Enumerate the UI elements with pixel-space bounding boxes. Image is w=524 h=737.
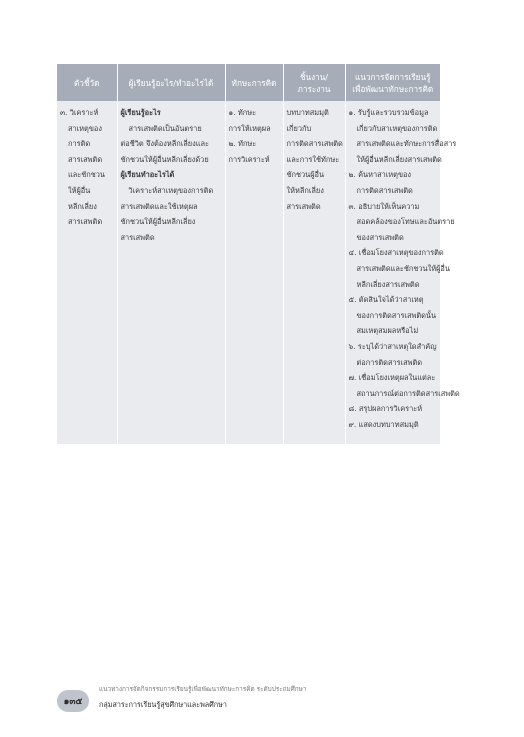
approach-line: ๖. ระบุได้ว่าสาเหตุใดสำคัญ — [348, 341, 437, 351]
table-header-row — [57, 64, 440, 101]
header-approach — [345, 64, 440, 101]
page-number-badge — [57, 690, 89, 712]
cell-indicator — [57, 101, 117, 444]
header-approach-line: เพื่อพัฒนาทักษะการคิด — [352, 83, 434, 94]
indicator-line: ๓. วิเคราะห์ — [60, 108, 99, 117]
approach-line: ให้ผู้อื่นหลีกเลี่ยงสารเสพติด — [356, 154, 442, 164]
approach-line: ๒. ค้นหาสาเหตุของ — [348, 170, 412, 180]
header-tasks-line: ภาระงาน — [297, 83, 331, 94]
task-line: ให้หลีกเลี่ยง — [286, 185, 324, 195]
doing-text: สารเสพติด — [120, 232, 155, 242]
approach-line: ๙. แสดงบทบาทสมมุติ — [348, 419, 419, 429]
doing-text: วิเคราะห์สาเหตุของการติด — [128, 185, 214, 195]
skill-line: การให้เหตุผล — [228, 123, 271, 133]
indicator-line: สารเสพติด — [68, 154, 103, 164]
approach-line: เกี่ยวกับสาเหตุของการติด — [356, 123, 438, 133]
header-tasks — [283, 64, 345, 101]
approach-line: สมเหตุสมผลหรือไม่ — [356, 326, 419, 336]
footer-book-title: แนวทางการจัดกิจกรรมการเรียนรู้เพื่อพัฒนาทักษะการคิด ระดับประถมศึกษา — [99, 685, 307, 693]
learning-text: ต่อชีวิต จึงต้องหลีกเลี่ยงและ — [120, 139, 209, 149]
cell-thinking-skill — [225, 101, 283, 444]
header-approach-line: แนวการจัดการเรียนรู้ — [355, 71, 431, 82]
task-line: ชักชวนผู้อื่น — [286, 170, 325, 180]
doing-heading: ผู้เรียนทำอะไรได้ — [120, 170, 175, 180]
learning-text: สารเสพติดเป็นอันตราย — [128, 123, 202, 133]
doing-text: ชักชวนให้ผู้อื่นหลีกเลี่ยง — [120, 217, 196, 227]
page-number: ๑๓๕ — [63, 697, 83, 707]
learning-heading: ผู้เรียนรู้อะไร — [120, 108, 161, 117]
approach-line: ต่อการติดสารเสพติด — [356, 357, 423, 367]
skill-line: ๒. ทักษะ — [228, 139, 257, 149]
cell-approach — [345, 101, 460, 444]
curriculum-table — [57, 64, 460, 444]
approach-line: สารเสพติดและทักษะการสื่อสาร — [356, 139, 457, 149]
indicator-line: สารเสพติด — [68, 217, 103, 227]
approach-line: สารเสพติดและชักชวนให้ผู้อื่น — [356, 263, 450, 273]
task-line: บทบาทสมมุติ — [286, 108, 329, 117]
header-tasks-line: ชิ้นงาน/ — [299, 71, 329, 82]
task-line: เกี่ยวกับ — [286, 123, 312, 133]
header-learning: ผู้เรียนรู้อะไร/ทำอะไรได้ — [117, 64, 225, 101]
skill-line: ๑. ทักษะ — [228, 108, 257, 117]
header-thinking-skill: ทักษะการคิด — [225, 64, 283, 101]
approach-list — [348, 105, 460, 432]
approach-line: สถานการณ์ต่อการติดสารเสพติด — [356, 388, 460, 398]
approach-line: ๔. เชื่อมโยงสาเหตุของการติด — [348, 248, 444, 258]
approach-line: ๑. รับรู้และรวบรวมข้อมูล — [348, 108, 429, 117]
approach-line: หลีกเลี่ยงสารเสพติด — [356, 279, 420, 289]
cell-tasks — [283, 101, 345, 444]
header-indicator: ตัวชี้วัด — [57, 64, 117, 101]
approach-line: ๕. ตัดสินใจได้ว่าสาเหตุ — [348, 295, 424, 305]
indicator-line: การติด — [68, 139, 91, 149]
indicator-line: และชักชวน — [68, 170, 105, 180]
approach-line: ๘. สรุปผลการวิเคราะห์ — [348, 404, 423, 414]
indicator-line: ให้ผู้อื่น — [68, 185, 91, 195]
footer-subject: กลุ่มสาระการเรียนรู้สุขศึกษาและพลศึกษา — [99, 700, 227, 709]
task-line: การติดสารเสพติด — [286, 139, 343, 149]
approach-line: ๓. อธิบายให้เห็นความ — [348, 201, 420, 211]
skill-line: การวิเคราะห์ — [228, 154, 270, 164]
table-row — [57, 101, 440, 444]
approach-line: ของสารเสพติด — [356, 232, 404, 242]
approach-line: ของการติดสารเสพติดนั้น — [356, 310, 437, 320]
cell-learning — [117, 101, 225, 444]
task-line: สารเสพติด — [286, 201, 321, 211]
approach-line: การติดสารเสพติด — [356, 185, 413, 195]
indicator-line: หลีกเลี่ยง — [68, 201, 97, 211]
task-line: และการใช้ทักษะ — [286, 154, 340, 164]
approach-line: ๗. เชื่อมโยงเหตุผลในแต่ละ — [348, 373, 436, 383]
indicator-line: สาเหตุของ — [68, 123, 102, 133]
learning-text: ชักชวนให้ผู้อื่นหลีกเลี่ยงด้วย — [120, 154, 209, 164]
doing-text: สารเสพติดและใช้เหตุผล — [120, 201, 198, 211]
approach-line: สอดคล้องของโทษและอันตราย — [356, 217, 455, 227]
